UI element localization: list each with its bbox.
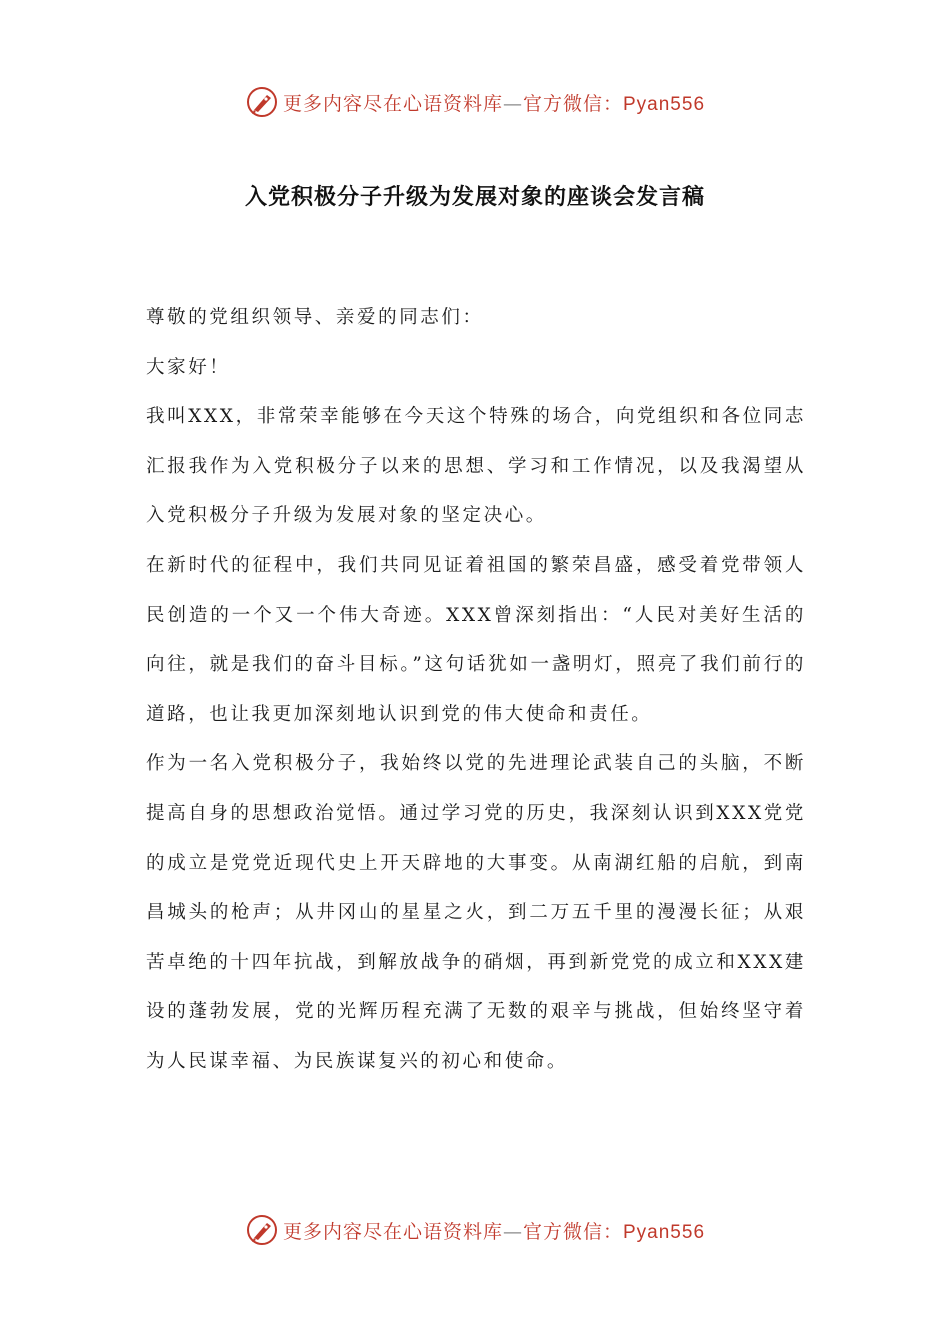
banner-main-text: 更多内容尽在心语资料库 xyxy=(282,92,503,115)
document-title: 入党积极分子升级为发展对象的座谈会发言稿 xyxy=(244,185,705,210)
pen-nib-logo-icon xyxy=(245,1213,279,1247)
header-banner-text xyxy=(283,89,705,116)
pen-nib-logo-icon xyxy=(245,85,279,119)
paragraph-introduction: 我叫XXX，非常荣幸能够在今天这个特殊的场合，向党组织和各位同志汇报我作为入党积极分子以来的思想、学习和工作情况，以及我渴望从入党积极分子升级为发展对象的坚定决心。 xyxy=(146,406,806,527)
footer-banner-text xyxy=(283,1217,705,1244)
banner-dash: — xyxy=(502,1220,523,1243)
banner-wechat-id: Pyan556 xyxy=(623,1221,706,1243)
paragraph-new-era: 在新时代的征程中，我们共同见证着祖国的繁荣昌盛，感受着党带领人民创造的一个又一个伟大奇迹。XXX曾深刻指出：“人民对美好生活的向往，就是我们的奋斗目标。”这句话犹如一盏明灯，照亮了我们前行的道路，也让我更加深刻地认识到党的伟大使命和责任。 xyxy=(146,554,806,725)
paragraph-party-history: 作为一名入党积极分子，我始终以党的先进理论武装自己的头脑，不断提高自身的思想政治觉悟。通过学习党的历史，我深刻认识到XXX党党的成立是党党近现代史上开天辟地的大事变。从南湖红船的启航，到南昌城头的枪声；从井冈山的星星之火，到二万五千里的漫漫长征；从艰苦卓绝的十四年抗战，到解放战争的硝烟，再到新党党的成立和XXX建设的蓬勃发展，党的光辉历程充满了无数的艰辛与挑战，但始终坚守着为人民谋幸福、为民族谋复兴的初心和使命。 xyxy=(146,753,806,1072)
banner-dash: — xyxy=(502,92,523,115)
banner-wechat-label: 官方微信： xyxy=(522,92,623,115)
banner-wechat-label: 官方微信： xyxy=(522,1220,623,1243)
banner-main-text: 更多内容尽在心语资料库 xyxy=(282,1220,503,1243)
paragraph-greeting: 大家好！ xyxy=(146,356,231,378)
banner-wechat-id: Pyan556 xyxy=(623,93,706,115)
paragraph-salutation: 尊敬的党组织领导、亲爱的同志们： xyxy=(146,307,484,328)
document-body xyxy=(146,293,806,1087)
footer-banner xyxy=(0,1208,950,1252)
header-banner xyxy=(0,80,950,124)
